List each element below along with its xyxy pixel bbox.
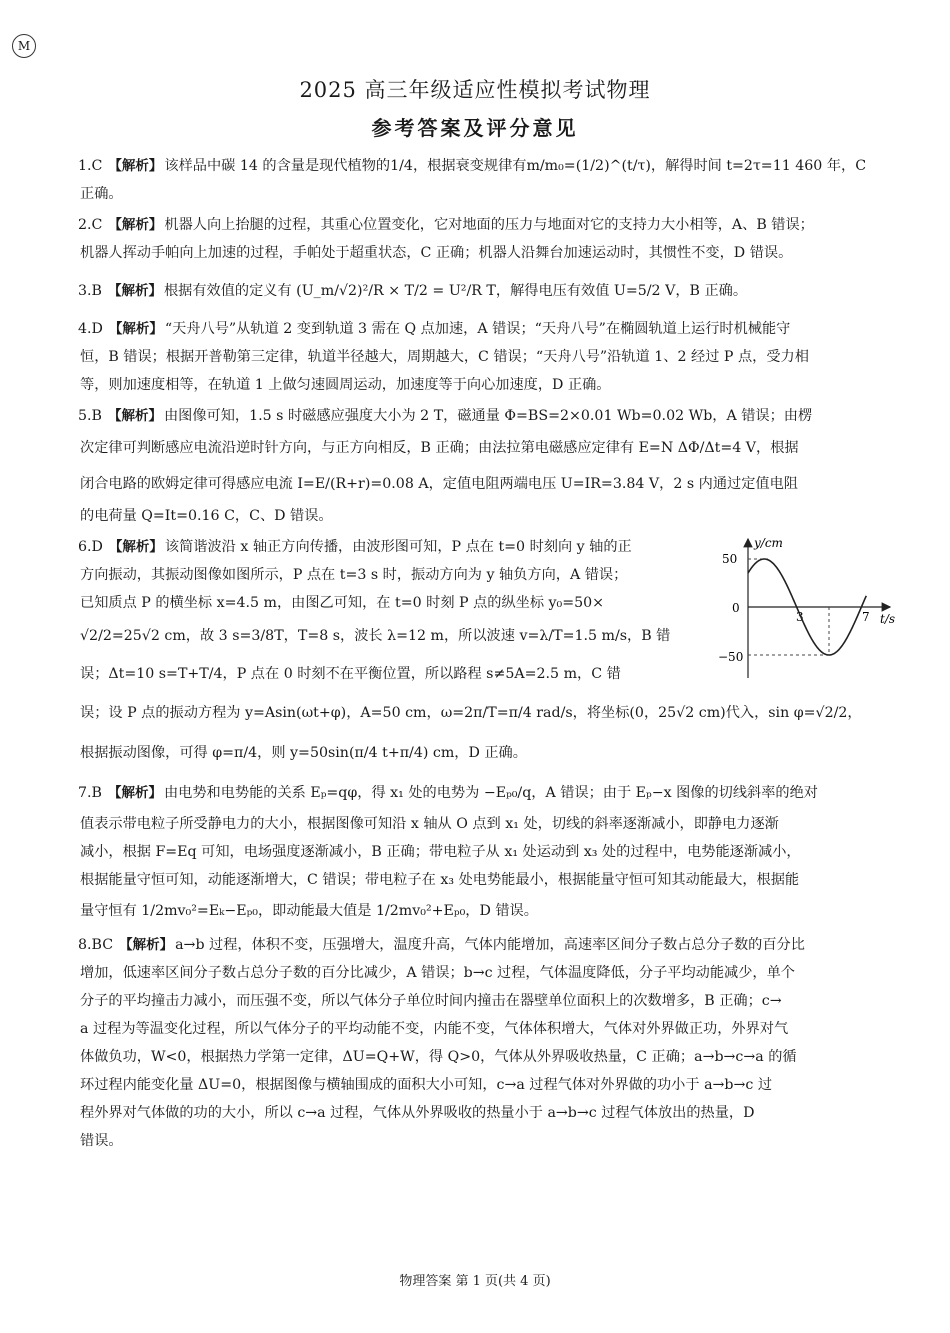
answer-line: 程外界对气体做的功的大小，所以 c→a 过程，气体从外界吸收的热量小于 a→b→c 过程气体放出的热量，D: [80, 1105, 755, 1121]
answer-number: 8.BC: [78, 937, 114, 953]
answer-line: 机器人向上抬腿的过程，其重心位置变化，它对地面的压力与地面对它的支持力大小相等，A、B 错误；: [164, 217, 814, 233]
answer-2: [78, 211, 878, 267]
analysis-tag: 【解析】: [108, 321, 163, 337]
answer-line: 错误。: [80, 1133, 123, 1149]
answer-line: 次定律可判断感应电流沿逆时针方向，与正方向相反，B 正确；由法拉第电磁感应定律有 E=N ΔΦ/Δt=4 V，根据: [80, 440, 799, 456]
answer-line: 减小，根据 F=Eq 可知，电场强度逐渐减小，B 正确；带电粒子从 x₁ 处运动到 x₃ 处的过程中，电势能逐渐减小，: [80, 844, 801, 860]
answer-1: [78, 152, 878, 208]
answer-line: a 过程为等温变化过程，所以气体分子的平均动能不变，内能不变，气体体积增大，气体对外界做正功，外界对气: [80, 1021, 789, 1037]
page-footer: 物理答案 第 1 页(共 4 页): [399, 1274, 551, 1289]
analysis-tag: 【解析】: [107, 283, 162, 299]
answer-line: 误；Δt=10 s=T+T/4，P 点在 0 时刻不在平衡位置，所以路程 s≠5A=2.5 m，C 错: [80, 666, 621, 682]
answer-line: 体做负功，W<0，根据热力学第一定律，ΔU=Q+W，得 Q>0，气体从外界吸收热量，C 正确；a→b→c→a 的循: [80, 1049, 797, 1065]
answer-line: 分子的平均撞击力减小，而压强不变，所以气体分子单位时间内撞击在器壁单位面积上的次数增多，B 正确；c→: [80, 993, 782, 1009]
answer-line: 等，则加速度相等，在轨道 1 上做匀速圆周运动，加速度等于向心加速度，D 正确。: [80, 377, 611, 393]
y-axis-label: y/cm: [754, 536, 783, 550]
answer-line: 量守恒有 1/2mv₀²=Eₖ−Eₚ₀，即动能最大值是 1/2mv₀²+Eₚ₀，D 错误。: [80, 903, 538, 919]
answer-line: 值表示带电粒子所受静电力的大小，根据图像可知沿 x 轴从 O 点到 x₁ 处，切线的斜率逐渐减小，即静电力逐渐: [80, 816, 779, 832]
analysis-tag: 【解析】: [108, 217, 163, 233]
answer-line: 的电荷量 Q=It=0.16 C，C、D 错误。: [80, 508, 333, 524]
analysis-tag: 【解析】: [107, 408, 162, 424]
answer-number: 7.B: [78, 785, 102, 801]
answer-line: 环过程内能变化量 ΔU=0，根据图像与横轴围成的面积大小可知，c→a 过程气体对外界做的功小于 a→b→c 过: [80, 1077, 773, 1093]
analysis-tag: 【解析】: [107, 785, 162, 801]
page-subtitle: 参考答案及评分意见: [371, 116, 579, 140]
answer-line: 闭合电路的欧姆定律可得感应电流 I=E/(R+r)=0.08 A，定值电阻两端电压 U=IR=3.84 V，2 s 内通过定值电阻: [80, 476, 798, 492]
answer-line: 该样品中碳 14 的含量是现代植物的1/4，根据衰变规律有m/m₀=(1/2)^(t/τ)，解得时间 t=2τ=11 460 年，C: [164, 158, 867, 174]
answer-line: 该简谐波沿 x 轴正方向传播，由波形图可知，P 点在 t=0 时刻向 y 轴的正: [164, 539, 632, 555]
answer-line: 由电势和电势能的关系 Eₚ=qφ，得 x₁ 处的电势为 −Eₚ₀/q，A 错误；由于 Eₚ−x 图像的切线斜率的绝对: [163, 785, 818, 801]
answer-number: 3.B: [78, 283, 102, 299]
answer-line: 误；设 P 点的振动方程为 y=Asin(ωt+φ)，A=50 cm，ω=2π/T=π/4 rad/s，将坐标(0，25√2 cm)代入，sin φ=√2/2，: [80, 705, 862, 721]
y-tick-label-50: 50: [722, 552, 738, 566]
answer-5: [78, 402, 878, 530]
x-tick-label-3: 3: [796, 610, 804, 624]
corner-mark: M: [12, 34, 36, 58]
answer-4: [78, 315, 878, 399]
answer-6: [78, 533, 896, 773]
y-tick-label-0: 0: [732, 601, 740, 615]
answer-line: 由图像可知，1.5 s 时磁感应强度大小为 2 T，磁通量 Φ=BS=2×0.01 Wb=0.02 Wb，A 错误；由楞: [163, 408, 813, 424]
answer-number: 6.D: [78, 539, 103, 555]
answer-line: 正确。: [80, 186, 123, 202]
x-axis-label: t/s: [880, 612, 896, 626]
answer-line: 已知质点 P 的横坐标 x=4.5 m，由图乙可知，在 t=0 时刻 P 点的纵坐标 y₀=50×: [80, 595, 605, 611]
page-title: 2025 高三年级适应性模拟考试物理: [299, 78, 651, 102]
answer-line: a→b 过程，体积不变，压强增大，温度升高，气体内能增加，高速率区间分子数占总分子数的百分比: [175, 937, 805, 953]
answer-line: 方向振动，其振动图像如图所示，P 点在 t=3 s 时，振动方向为 y 轴负方向，A 错误；: [80, 567, 628, 583]
answer-number: 1.C: [78, 158, 103, 174]
answer-line: √2/2=25√2 cm，故 3 s=3/8T，T=8 s，波长 λ=12 m，所以波速 v=λ/T=1.5 m/s，B 错: [80, 628, 671, 644]
answer-line: 根据振动图像，可得 φ=π/4，则 y=50sin(π/4 t+π/4) cm，D 正确。: [80, 745, 527, 761]
analysis-tag: 【解析】: [108, 158, 163, 174]
answer-line: 根据有效值的定义有 (U_m/√2)²/R × T/2 = U²/R T，解得电压有效值 U=5/2 V，B 正确。: [163, 283, 748, 299]
answer-line: 根据能量守恒可知，动能逐渐增大，C 错误；带电粒子在 x₃ 处电势能最小，根据能量守恒可知其动能最大，根据能: [80, 872, 800, 888]
answer-3: [78, 277, 878, 305]
answer-line: 恒，B 错误；根据开普勒第三定律，轨道半径越大，周期越大，C 错误；“天舟八号”沿轨道 1、2 经过 P 点，受力相: [80, 349, 809, 365]
answer-number: 4.D: [78, 321, 103, 337]
analysis-tag: 【解析】: [119, 937, 174, 953]
answer-number: 5.B: [78, 408, 102, 424]
answers-list: [78, 152, 896, 1158]
answer-line: “天舟八号”从轨道 2 变到轨道 3 需在 Q 点加速，A 错误；“天舟八号”在椭圆轨道上运行时机械能守: [164, 321, 791, 337]
vibration-graph: [718, 533, 898, 683]
x-tick-label-7: 7: [862, 610, 870, 624]
answer-line: 机器人挥动手帕向上加速的过程，手帕处于超重状态，C 正确；机器人沿舞台加速运动时，其惯性不变，D 错误。: [80, 245, 793, 261]
answer-8: [78, 931, 878, 1155]
answer-number: 2.C: [78, 217, 103, 233]
y-tick-label-neg50: −50: [718, 650, 744, 664]
answer-7: [78, 776, 878, 928]
analysis-tag: 【解析】: [108, 539, 163, 555]
answer-line: 增加，低速率区间分子数占总分子数的百分比减少，A 错误；b→c 过程，气体温度降低，分子平均动能减少，单个: [80, 965, 795, 981]
